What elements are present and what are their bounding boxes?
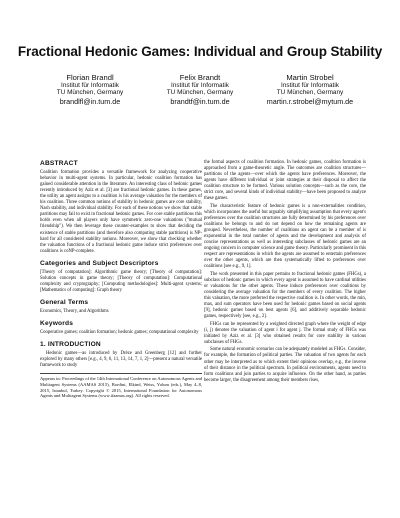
- author-name: Felix Brandt: [179, 73, 221, 82]
- paper-title: Fractional Hedonic Games: Individual and Group Stability: [17, 44, 383, 59]
- author-location: TU München, Germany: [56, 89, 124, 97]
- author-2: [146, 73, 254, 106]
- body-paragraph: The characteristic feature of hedonic games is a non-externalities condition, which incorporates the useful but arguably simplifying assumption that every agent's preferences over the coalition structures are fully determined by his preferences over coalitions he belongs to and do not depend on how the remaining agents are grouped. Nevertheless, the number of coalitions an agent can be a member of is exponential in the total number of agents and the development and analysis of concise representations as well as interesting subclasses of hedonic games are an ongoing concern in computer science and game theory. Particularly prominent in this respect are representations in which the agents are assumed to entertain preferences over the other agents, which are then systematically lifted to preferences over coalitions [see e.g., 9, 1].: [204, 203, 366, 270]
- author-institute: Institut für Informatik: [61, 82, 119, 89]
- body-paragraph: Some natural economic scenarios can be adequately modeled as FHGs. Consider, for example, the formation of political parties. The valuation of two agents for each other may be interpreted as to which extent their opinions overlap, e.g., the inverse of their distance in the political spectrum. In political environments, agents need to form coalitions and join parties to acquire influence. On the other hand, as parties become larger, the disagreement among their members rises,: [204, 347, 366, 383]
- body-paragraph: the formal aspects of coalition formation. In hedonic games, coalition formation is approached from a game-theoretic angle. The outcomes are coalition structures—partitions of the agents—over which the agents have preferences. Moreover, the agents have different individual or joint strategies at their disposal to affect the coalition structure to be formed. Various solution concepts—such as the core, the strict core, and several kinds of individual stability—have been proposed to analyze these games.: [204, 160, 366, 202]
- right-column: [204, 160, 366, 385]
- keywords-heading: Keywords: [40, 320, 74, 328]
- introduction-text: Hedonic games—as introduced by Drèze and Greenberg [12] and further explored by many others [e.g., 4, 9, 6, 11, 13, 14, 7, 1, 2]—present a natural versatile framework to study: [40, 351, 202, 369]
- author-3: [256, 73, 364, 106]
- body-paragraph: The work presented in this paper pertains to fractional hedonic games (FHGs), a subclass of hedonic games in which every agent is assumed to have cardinal utilities or valuations for the other agents. These induce preferences over coalitions by considering the average valuation for the members of every coalition. The higher this valuation, the more preferred the respective coalition is. In other words, the min, max, and sum operators have been used for hedonic games based on social agents [9], hedonic games based on best agents [6], and additively separable hedonic games, respectively [see, e.g., 2].: [204, 271, 366, 320]
- categories-text: [Theory of computation]: Algorithmic game theory; [Theory of computation]: Solution concepts in game theory; [Theory of computation]: Computational complexity and cryptography; [Computing methodologies]: Multi-agent systems; [Mathematics of computing]: Graph theory: [40, 269, 202, 293]
- author-block: [36, 73, 364, 106]
- general-terms-text: Economics, Theory, and Algorithms: [40, 308, 109, 314]
- general-terms-heading: General Terms: [40, 298, 89, 306]
- author-name: Florian Brandl: [66, 73, 114, 82]
- author-location: TU München, Germany: [276, 89, 344, 97]
- copyright-footnote: Appears in: Proceedings of the 14th International Conference on Autonomous Agents and Multiagent Systems (AAMAS 2015), Bordini, Elkind, Weiss, Yolum (eds.), May 4–8, 2015, Istanbul, Turkey. Copyright © 2015, International Foundation for Autonomous Agents and Multiagent Systems (www.ifaamas.org). All rights reserved.: [40, 373, 202, 398]
- body-paragraph: FHGs can be represented by a weighted directed graph where the weight of edge (i, j) denotes the valuation of agent i for agent j. The formal study of FHGs was initiated by Aziz et al. [3] who obtained results for core stability in various subclasses of FHGs.: [204, 321, 366, 345]
- author-email: brandlfl@in.tum.de: [59, 96, 121, 106]
- author-email: martin.r.strobel@mytum.de: [266, 96, 354, 106]
- left-column: [40, 161, 202, 399]
- introduction-heading: 1. INTRODUCTION: [40, 341, 101, 349]
- abstract-text: Coalition formation provides a versatile framework for analyzing cooperative behavior in multi-agent systems. In particular, hedonic coalition formation has gained considerable attention in the literature. An interesting class of hedonic games recently introduced by Aziz et al. [3] are fractional hedonic games. In these games, the utility an agent assigns to a coalition is his average valuation for the members of his coalition. Three common notions of stability in hedonic games are core stability, Nash stability, and individual stability. For each of these notions we show that stable partitions may fail to exist in fractional hedonic games. For core stable partitions this holds even when all players only have symmetric zero-one valuations ("mutual friendship"). We then leverage these counter-examples to show that deciding the existence of stable partitions (and therefore also computing stable partitions) is NP-hard for all considered stability notions. Moreover, we show that checking whether the valuation functions of a fractional hedonic game induce strict preferences over coalitions is coNP-complete.: [40, 170, 202, 254]
- author-email: brandtf@in.tum.de: [170, 96, 230, 106]
- author-location: TU München, Germany: [166, 89, 234, 97]
- author-name: Martin Strobel: [286, 73, 334, 82]
- categories-heading: Categories and Subject Descriptors: [40, 259, 159, 267]
- author-1: [36, 73, 144, 106]
- abstract-heading: ABSTRACT: [40, 160, 78, 167]
- keywords-text: Cooperative games; coalition formation; hedonic games; computational complexity: [40, 330, 199, 336]
- author-institute: Institut für Informatik: [171, 82, 229, 89]
- author-institute: Institut für Informatik: [281, 82, 339, 89]
